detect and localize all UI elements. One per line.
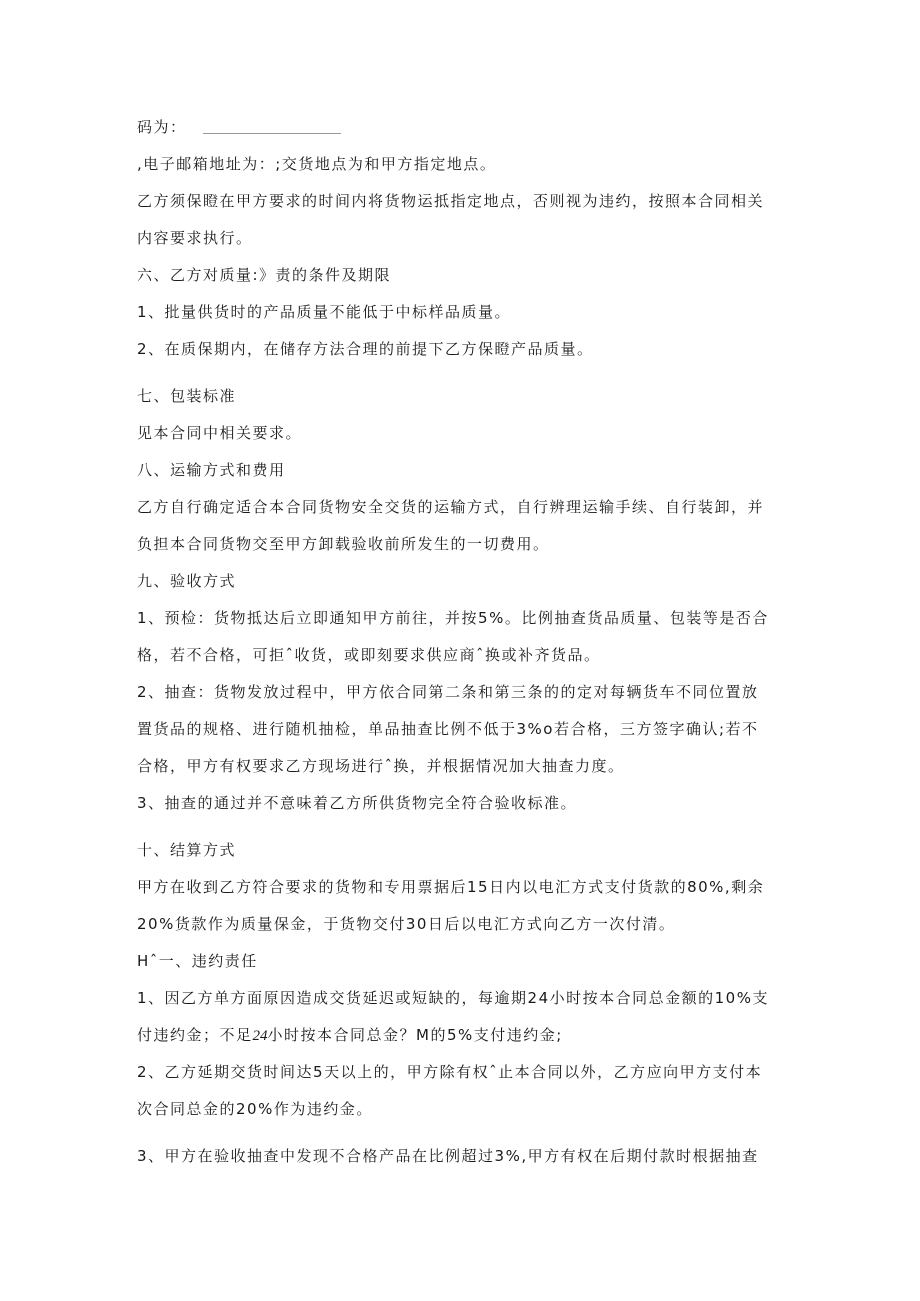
text-line: [137, 117, 787, 137]
text-line: 1、因乙方单方面原因造成交货延迟或短缺的，每逾期24小时按本合同总金额的10%支: [137, 989, 769, 1007]
text-line: 合格，甲方有权要求乙方现场进行ˆ换，并根据情况加大抽查力度。: [137, 757, 625, 775]
text-line: 1、预检：货物抵达后立即通知甲方前往，并按5%。比例抽查货品质量、包装等是否合: [137, 609, 769, 627]
blank-field-underline: [203, 119, 341, 134]
text-line: 3、甲方在验收抽查中发现不合格产品在比例超过3%,甲方有权在后期付款时根据抽查: [137, 1147, 759, 1165]
section-heading: 七、包装标准: [137, 387, 237, 405]
section-heading: 六、乙方对质量:》责的条件及期限: [137, 266, 392, 284]
text-line: 乙方须保瞪在甲方要求的时间内将货物运抵指定地点，否则视为违约，按照本合同相关: [137, 192, 765, 210]
text-line: 20%货款作为质量保金，于货物交付30日后以电汇方式向乙方一次付清。: [137, 915, 676, 933]
text-line: 次合同总金的20%作为违约金。: [137, 1100, 373, 1118]
section-heading: 十、结算方式: [137, 841, 237, 859]
line-text: 码为：: [137, 118, 187, 136]
text-line: 1、批量供货时的产品质量不能低于中标样品质量。: [137, 303, 512, 321]
text-line: 格，若不合格，可拒ˆ收货，或即刻要求供应商ˆ换或补齐货品。: [137, 646, 601, 664]
text-line: 置货品的规格、进行随机抽检，单品抽查比例不低于3%o若合格，三方签字确认;若不: [137, 720, 759, 738]
text-line: 内容要求执行。: [137, 229, 253, 247]
text-line: 负担本合同货物交至甲方卸载验收前所发生的一切费用。: [137, 535, 550, 553]
text-line: 2、抽查：货物发放过程中，甲方依合同第二条和第三条的的定对每辆货车不同位置放: [137, 683, 759, 701]
text-line: 2、在质保期内，在储存方法合理的前提下乙方保瞪产品质量。: [137, 340, 594, 358]
italic-number: 24: [252, 1028, 268, 1044]
text-line: 见本合同中相关要求。: [137, 424, 303, 442]
section-heading: Hˆ一、违约责任: [137, 952, 258, 970]
section-heading: 八、运输方式和费用: [137, 461, 286, 479]
text-line: ,电子邮箱地址为：;交货地点为和甲方指定地点。: [137, 155, 497, 173]
text-line: 甲方在收到乙方符合要求的货物和专用票据后15日内以电汇方式支付货款的80%,剩余: [137, 878, 765, 896]
text-line: 2、乙方延期交货时间达5天以上的，甲方除有权ˆ止本合同以外，乙方应向甲方支付本: [137, 1063, 763, 1081]
text-line: 乙方自行确定适合本合同货物安全交货的运输方式，自行辨理运输手续、自行装卸，并: [137, 498, 765, 516]
section-heading: 九、验收方式: [137, 572, 237, 590]
text-line: 3、抽查的通过并不意味着乙方所供货物完全符合验收标准。: [137, 794, 578, 812]
text-line: [137, 1025, 787, 1046]
line-text: 付违约金；不足: [137, 1026, 253, 1044]
line-text: 小时按本合同总金？M的5%支付违约金;: [267, 1026, 563, 1044]
